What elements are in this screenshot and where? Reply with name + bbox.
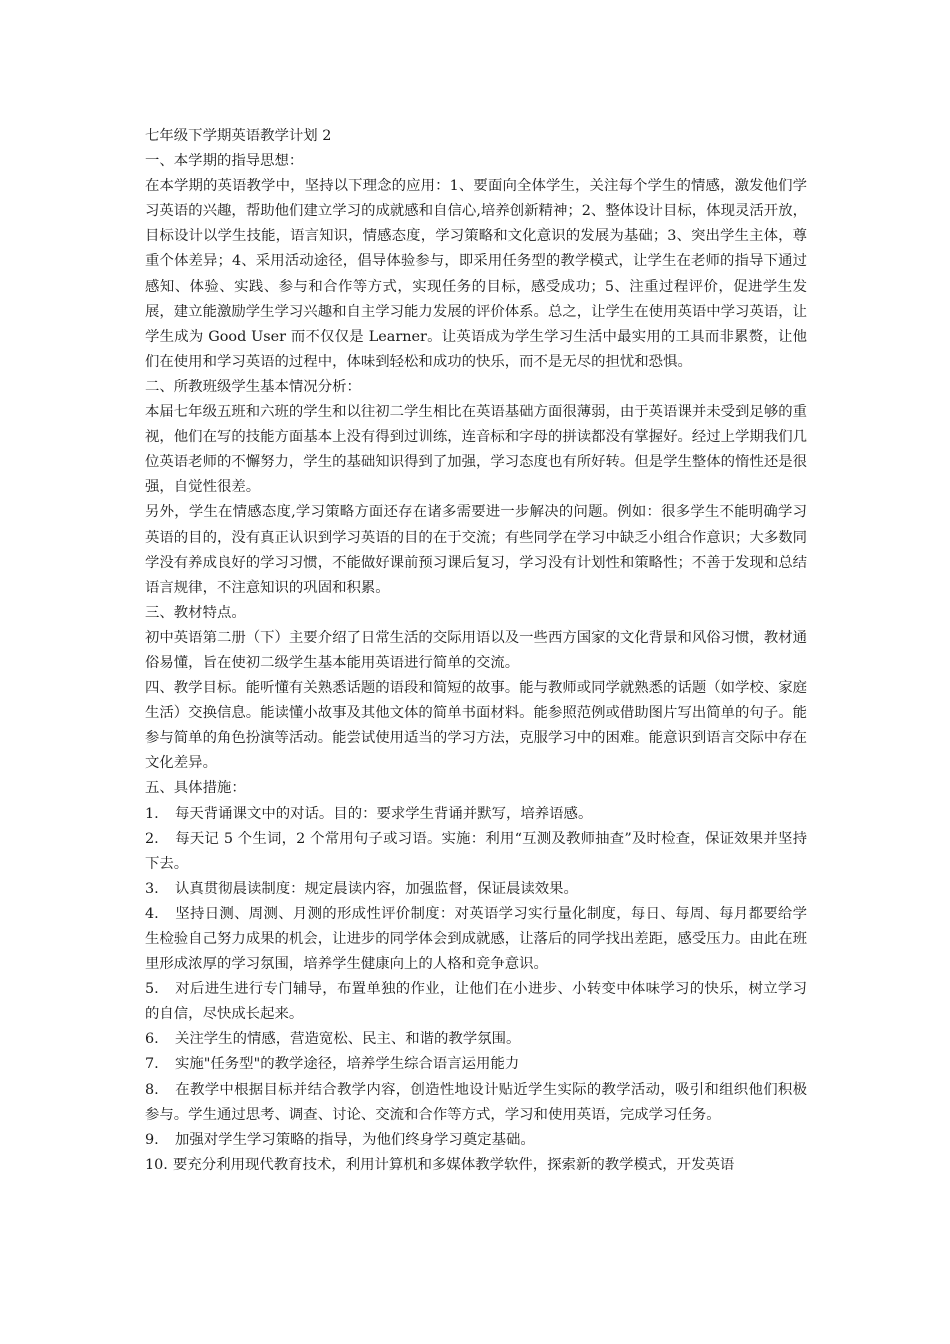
measure-number: 1. [145,805,159,822]
measure-text: 关注学生的情感，营造宽松、民主、和谐的教学氛围。 [175,1031,521,1048]
measure-number: 10. [145,1156,168,1173]
measure-item [145,827,807,877]
measure-item [145,1153,807,1178]
section-2-body-1: 本届七年级五班和六班的学生和以往初二学生相比在英语基础方面很薄弱，由于英语课并未受到足够的重视，他们在写的技能方面基本上没有得到过训练，连音标和字母的拼读都没有掌握好。经过上学期我们几位英语老师的不懈努力，学生的基础知识得到了加强，学习态度也有所好转。但是学生整体的惰性还是很强，自觉性很差。 [145,404,807,496]
measure-item [145,902,807,977]
measure-text: 每天背诵课文中的对话。目的：要求学生背诵并默写，培养语感。 [175,805,593,822]
measure-item [145,1052,807,1077]
measure-number: 4. [145,905,159,922]
measure-number: 8. [145,1081,159,1098]
measure-text: 对后进生进行专门辅导，布置单独的作业，让他们在小进步、小转变中体味学习的快乐，树立学习的自信，尽快成长起来。 [145,981,807,1023]
document-page [145,124,807,1178]
document-title: 七年级下学期英语教学计划 2 [145,128,332,144]
section-3-body: 初中英语第二册（下）主要介绍了日常生活的交际用语以及一些西方国家的文化背景和风俗习惯，教材通俗易懂，旨在使初二级学生基本能用英语进行简单的交流。 [145,629,807,671]
measure-text: 在教学中根据目标并结合教学内容，创造性地设计贴近学生实际的教学活动，吸引和组织他们积极参与。学生通过思考、调查、讨论、交流和合作等方式，学习和使用英语，完成学习任务。 [145,1081,807,1123]
measure-number: 9. [145,1131,159,1148]
section-4-body: 四、教学目标。能听懂有关熟悉话题的语段和简短的故事。能与教师或同学就熟悉的话题（如学校、家庭生活）交换信息。能读懂小故事及其他文体的简单书面材料。能参照范例或借助图片写出简单的句子。能参与简单的角色扮演等活动。能尝试使用适当的学习方法，克服学习中的困难。能意识到语言交际中存在文化差异。 [145,680,807,772]
measure-text: 每天记 5 个生词，2 个常用句子或习语。实施：利用“互测及教师抽查”及时检查，保证效果并坚持下去。 [145,830,807,872]
measure-item [145,977,807,1027]
measure-item [145,1128,807,1153]
measure-text: 坚持日测、周测、月测的形成性评价制度：对英语学习实行量化制度，每日、每周、每月都要给学生检验自己努力成果的机会，让进步的同学体会到成就感，让落后的同学找出差距，感受压力。由此在班里形成浓厚的学习氛围，培养学生健康向上的人格和竞争意识。 [145,905,807,973]
measure-number: 3. [145,880,159,897]
measure-number: 5. [145,981,159,998]
measure-item [145,877,807,902]
measure-text: 实施"任务型"的教学途径，培养学生综合语言运用能力 [175,1056,520,1073]
measure-text: 认真贯彻晨读制度：规定晨读内容，加强监督，保证晨读效果。 [175,880,578,897]
section-5-heading: 五、具体措施： [145,780,246,797]
measure-text: 要充分利用现代教育技术，利用计算机和多媒体教学软件，探索新的教学模式，开发英语 [173,1156,735,1173]
measure-number: 7. [145,1056,159,1073]
measure-number: 6. [145,1031,159,1048]
section-1-body: 在本学期的英语教学中，坚持以下理念的应用：1、要面向全体学生，关注每个学生的情感，激发他们学习英语的兴趣，帮助他们建立学习的成就感和自信心,培养创新精神；2、整体设计目标，体现灵活开放，目标设计以学生技能，语言知识，情感态度，学习策略和文化意识的发展为基础；3、突出学生主体，尊重个体差异；4、采用活动途径，倡导体验参与，即采用任务型的教学模式，让学生在老师的指导下通过感知、体验、实践、参与和合作等方式，实现任务的目标，感受成功；5、注重过程评价，促进学生发展，建立能激励学生学习兴趣和自主学习能力发展的评价体系。总之，让学生在使用英语中学习英语，让学生成为 Good User 而不仅仅是 Learner。让英语成为学生学习生活中最实用的工具而非累赘，让他们在使用和学习英语的过程中，体味到轻松和成功的快乐，而不是无尽的担忧和恐惧。 [145,178,807,370]
section-3-heading: 三、教材特点。 [145,604,246,621]
measure-text: 加强对学生学习策略的指导，为他们终身学习奠定基础。 [175,1131,535,1148]
measure-item [145,802,807,827]
section-2-body-2: 另外，学生在情感态度,学习策略方面还存在诸多需要进一步解决的问题。例如：很多学生不能明确学习英语的目的，没有真正认识到学习英语的目的在于交流；有些同学在学习中缺乏小组合作意识；大多数同学没有养成良好的学习习惯，不能做好课前预习课后复习，学习没有计划性和策略性；不善于发现和总结语言规律，不注意知识的巩固和积累。 [145,504,807,596]
measure-number: 2. [145,830,159,847]
section-1-heading: 一、本学期的指导思想： [145,153,304,170]
measure-item [145,1027,807,1052]
section-2-heading: 二、所教班级学生基本情况分析： [145,378,361,395]
measure-item [145,1078,807,1128]
